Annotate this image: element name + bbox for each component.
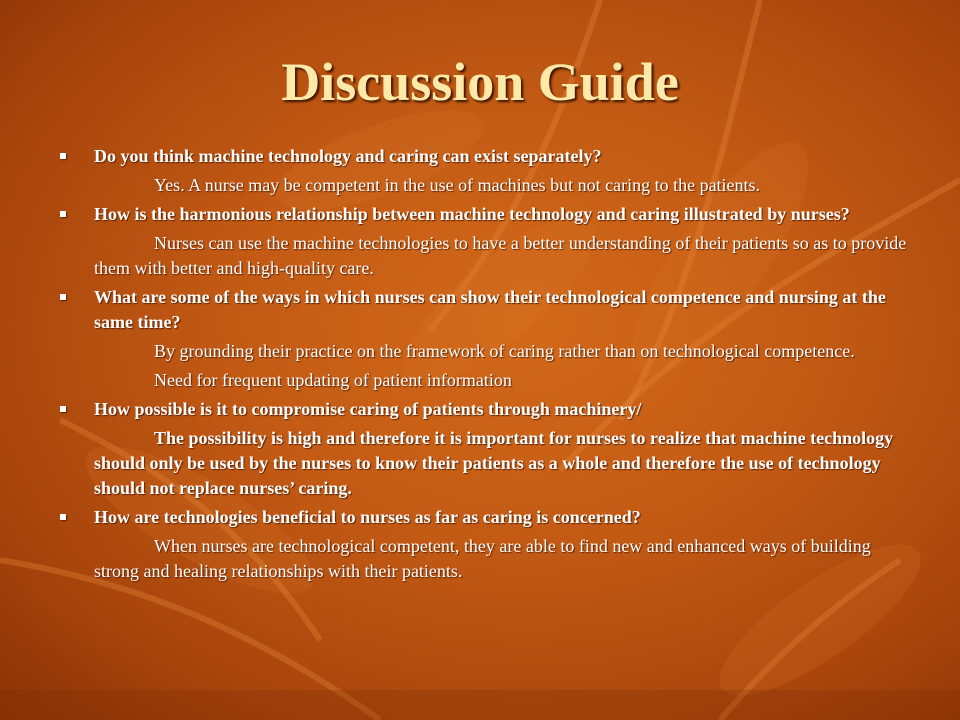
question-text: How is the harmonious relationship between machine technology and caring illustrated by nurses? (94, 204, 850, 224)
question-text: Do you think machine technology and caring can exist separately? (94, 146, 602, 166)
list-item (60, 285, 910, 393)
bullet-icon (60, 406, 66, 412)
bullet-icon (60, 211, 66, 217)
slide-title: Discussion Guide (281, 52, 679, 112)
discussion-list (60, 144, 910, 588)
answer-text: By grounding their practice on the framework of caring rather than on technological competence. (154, 341, 855, 361)
answer-text: Nurses can use the machine technologies to have a better understanding of their patients so as to provide them with better and high-quality care. (94, 233, 907, 278)
list-item (60, 505, 910, 584)
answer-text: The possibility is high and therefore it is important for nurses to realize that machine technology should only be used by the nurses to know their patients as a whole and therefore the use of technology should not replace nurses’ caring. (94, 428, 894, 498)
list-item (60, 397, 910, 501)
list-item (60, 202, 910, 281)
question-text: What are some of the ways in which nurses can show their technological competence and nursing at the same time? (94, 287, 886, 332)
answer-text: Need for frequent updating of patient information (154, 370, 512, 390)
question-text: How are technologies beneficial to nurses as far as caring is concerned? (94, 507, 641, 527)
answer-text: When nurses are technological competent, they are able to find new and enhanced ways of building strong and healing relationships with their patients. (94, 536, 871, 581)
bullet-icon (60, 294, 66, 300)
bullet-icon (60, 153, 66, 159)
bullet-icon (60, 514, 66, 520)
answer-text: Yes. A nurse may be competent in the use of machines but not caring to the patients. (154, 175, 761, 195)
list-item (60, 144, 910, 198)
question-text: How possible is it to compromise caring of patients through machinery/ (94, 399, 642, 419)
